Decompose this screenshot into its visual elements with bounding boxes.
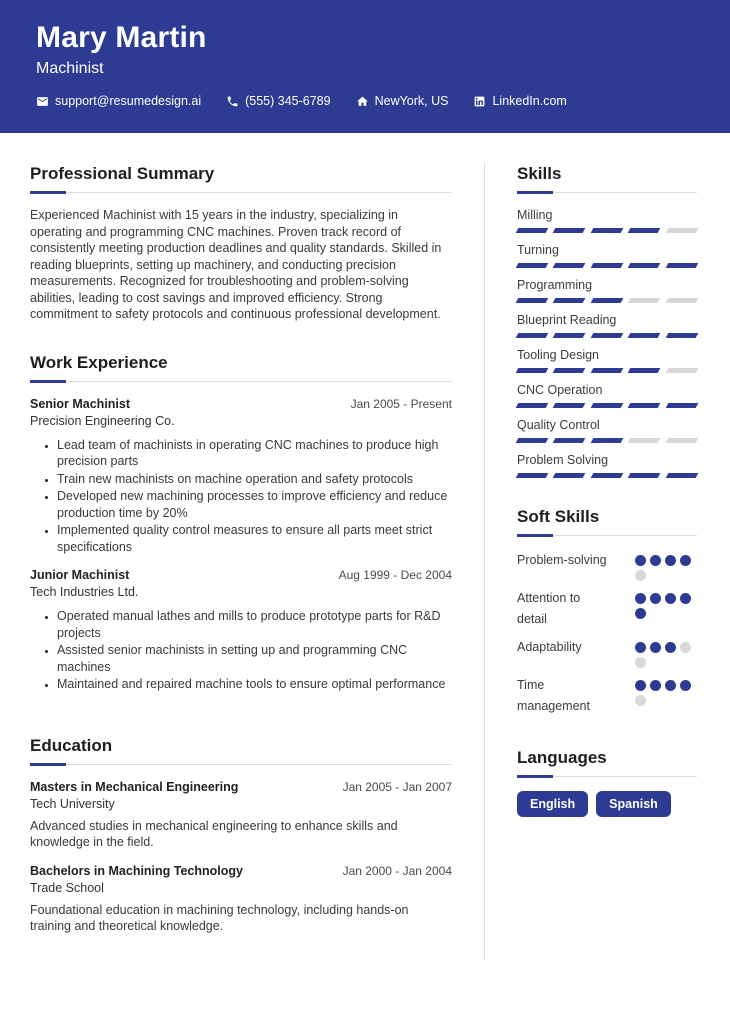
job-bullets bbox=[30, 608, 452, 693]
content bbox=[0, 133, 730, 961]
title-rule bbox=[30, 763, 452, 766]
skill-name: Milling bbox=[517, 208, 553, 222]
contact-email bbox=[36, 94, 201, 108]
section-work-experience bbox=[30, 352, 452, 693]
skill-name: Turning bbox=[517, 243, 559, 257]
title-rule bbox=[30, 191, 452, 194]
skill-item bbox=[517, 242, 697, 268]
contact-location-text: NewYork, US bbox=[374, 94, 449, 108]
contact-row bbox=[36, 94, 694, 108]
language-badge: English bbox=[517, 791, 588, 817]
column-divider bbox=[484, 163, 485, 961]
skill-bar bbox=[517, 438, 697, 443]
skill-bar bbox=[517, 403, 697, 408]
linkedin-icon bbox=[473, 95, 486, 108]
main-column bbox=[30, 163, 452, 961]
job-bullet: • Operated manual lathes and mills to produce prototype parts for R&D projects bbox=[57, 608, 452, 641]
education-dates: Jan 2005 - Jan 2007 bbox=[342, 779, 452, 794]
skill-bar bbox=[517, 368, 697, 373]
education-head bbox=[30, 779, 452, 796]
job-bullet: • Maintained and repaired machine tools to ensure optimal performance bbox=[57, 676, 452, 693]
home-icon bbox=[356, 95, 369, 108]
soft-skill-name: Time management bbox=[517, 678, 590, 713]
skill-name: Tooling Design bbox=[517, 348, 599, 362]
section-title-soft-skills: Soft Skills bbox=[517, 507, 600, 526]
soft-skill-dots bbox=[635, 675, 697, 717]
skill-bar bbox=[517, 263, 697, 268]
title-rule bbox=[517, 775, 697, 778]
skill-name: Blueprint Reading bbox=[517, 313, 617, 327]
education-entry bbox=[30, 779, 452, 851]
skill-item bbox=[517, 347, 697, 373]
email-icon bbox=[36, 95, 49, 108]
job-bullet: • Assisted senior machinists in setting up and programming CNC machines bbox=[57, 642, 452, 675]
soft-skill-item bbox=[517, 675, 697, 717]
job-bullet: • Lead team of machinists in operating CNC machines to produce high precision parts bbox=[57, 437, 452, 470]
section-skills bbox=[517, 163, 697, 478]
soft-skill-name: Adaptability bbox=[517, 640, 582, 654]
contact-email-text: support@resumedesign.ai bbox=[55, 94, 202, 108]
job-company: Precision Engineering Co. bbox=[30, 413, 175, 428]
job-position: Junior Machinist bbox=[30, 568, 130, 582]
section-professional-summary bbox=[30, 163, 452, 323]
job-bullets bbox=[30, 437, 452, 556]
job-company: Tech Industries Ltd. bbox=[30, 585, 139, 599]
job-bullet: • Developed new machining processes to improve efficiency and reduce production time by 20% bbox=[57, 488, 452, 521]
skill-name: Programming bbox=[517, 278, 593, 292]
education-degree: Masters in Mechanical Engineering bbox=[30, 779, 239, 794]
person-name: Mary Martin bbox=[36, 21, 207, 54]
title-rule bbox=[517, 191, 697, 194]
contact-phone-text: (555) 345-6789 bbox=[245, 94, 331, 108]
job-head bbox=[30, 396, 452, 413]
job-position: Senior Machinist bbox=[30, 396, 131, 411]
skill-item bbox=[517, 312, 697, 338]
soft-skill-dots bbox=[635, 588, 697, 630]
sidebar-column bbox=[517, 163, 697, 961]
section-title-skills: Skills bbox=[517, 164, 562, 183]
contact-linkedin-text: LinkedIn.com bbox=[492, 94, 567, 108]
job-dates: Aug 1999 - Dec 2004 bbox=[338, 568, 452, 582]
soft-skill-dots bbox=[635, 637, 697, 668]
language-badge: Spanish bbox=[596, 791, 671, 817]
education-description: Foundational education in machining technology, including hands-on training and theoretical knowledge. bbox=[30, 902, 409, 933]
education-dates: Jan 2000 - Jan 2004 bbox=[342, 863, 452, 878]
phone-icon bbox=[226, 95, 239, 108]
title-rule bbox=[517, 534, 697, 537]
skill-bar bbox=[517, 298, 697, 303]
soft-skill-name: Problem-solving bbox=[517, 553, 607, 567]
contact-phone bbox=[226, 94, 330, 108]
skill-item bbox=[517, 207, 697, 233]
skill-bar bbox=[517, 473, 697, 478]
education-head bbox=[30, 863, 452, 880]
section-soft-skills bbox=[517, 506, 697, 717]
contact-location bbox=[356, 94, 449, 108]
section-title-experience: Work Experience bbox=[30, 352, 168, 372]
section-education bbox=[30, 735, 452, 935]
job-entry bbox=[30, 567, 452, 693]
section-title-summary: Professional Summary bbox=[30, 164, 215, 183]
skill-item bbox=[517, 417, 697, 443]
skill-item bbox=[517, 277, 697, 303]
summary-text: Experienced Machinist with 15 years in the industry, specializing in operating and programming CNC machines. Proven track record of consistently meeting production deadlines and quality standards. Skilled in reading blueprints, setting up machinery, and conducting precision measurements. Recognized for troubleshooting and problem-solving abilities, leading to cost savings and improved efficiency. Strong commitment to safety protocols and continuous professional development. bbox=[30, 208, 442, 321]
skill-bar bbox=[517, 228, 697, 233]
contact-linkedin bbox=[473, 94, 566, 108]
title-rule bbox=[30, 380, 452, 383]
soft-skill-item bbox=[517, 550, 697, 581]
education-school: Tech University bbox=[30, 796, 115, 811]
soft-skill-item bbox=[517, 637, 697, 668]
soft-skill-dots bbox=[635, 550, 697, 581]
soft-skill-name: Attention to detail bbox=[517, 591, 581, 626]
education-degree: Bachelors in Machining Technology bbox=[30, 863, 243, 878]
job-entry bbox=[30, 396, 452, 556]
job-head bbox=[30, 567, 452, 584]
soft-skill-item bbox=[517, 588, 697, 630]
skill-name: Quality Control bbox=[517, 418, 600, 432]
education-entry bbox=[30, 863, 452, 935]
education-description: Advanced studies in mechanical engineering to enhance skills and knowledge in the field. bbox=[30, 818, 398, 849]
skill-item bbox=[517, 452, 697, 478]
skill-name: CNC Operation bbox=[517, 383, 603, 397]
skill-item bbox=[517, 382, 697, 408]
education-school: Trade School bbox=[30, 880, 104, 895]
skill-name: Problem Solving bbox=[517, 453, 609, 467]
section-title-education: Education bbox=[30, 735, 113, 755]
section-languages bbox=[517, 747, 697, 817]
language-badges bbox=[517, 791, 697, 817]
job-bullet: • Train new machinists on machine operation and safety protocols bbox=[57, 471, 452, 488]
job-dates: Jan 2005 - Present bbox=[350, 396, 452, 411]
job-bullet: • Implemented quality control measures to ensure all parts meet strict specifications bbox=[57, 522, 452, 555]
header bbox=[0, 0, 730, 133]
person-job-title: Machinist bbox=[36, 60, 104, 77]
skill-bar bbox=[517, 333, 697, 338]
section-title-languages: Languages bbox=[517, 748, 607, 767]
